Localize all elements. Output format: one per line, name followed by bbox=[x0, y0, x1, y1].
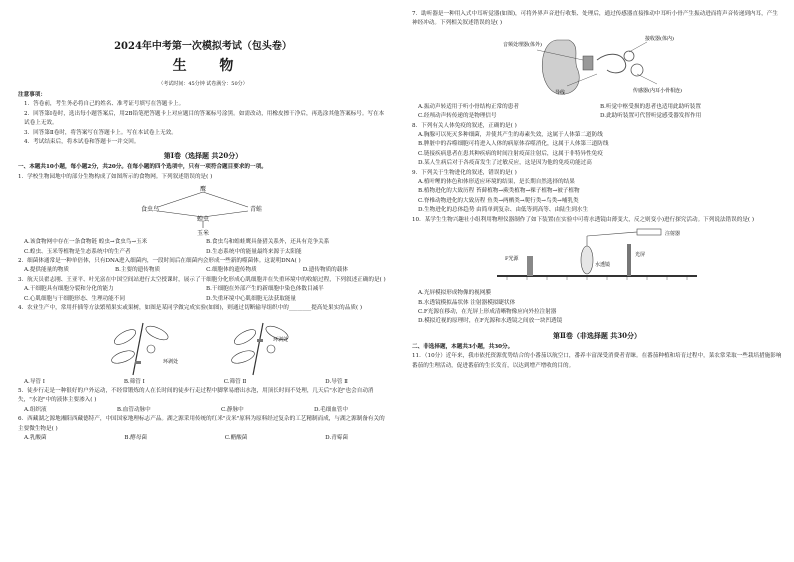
hearing-label-wire: 导线 bbox=[555, 89, 566, 96]
q4-option-b: B.筛管 Ⅰ bbox=[123, 378, 145, 385]
q5-option-d: D.毛细血管中 bbox=[313, 406, 348, 413]
food-web-left: 食虫鸟 bbox=[140, 206, 160, 214]
q5-option-b: B.血管动脉中 bbox=[116, 406, 151, 413]
part1-heading: 第Ⅰ卷（选择题 共20分） bbox=[163, 151, 243, 161]
note-item: 3．回答第Ⅱ卷时，将答案写在答题卡上。写在本试卷上无效。 bbox=[24, 129, 177, 136]
food-web-figure bbox=[128, 183, 278, 237]
q1-option-a: A.该食物网中存在一条食物链 蝗虫→食虫鸟→玉米 bbox=[24, 239, 148, 246]
q2-option-b: B.主要的遗传物质 bbox=[115, 267, 161, 274]
q3-option-c: C.心肌细胞与干细胞形态、生理功能不同 bbox=[24, 295, 125, 302]
q10-stem: 10．某学生生物兴趣社小组利用物理仪器制作了如下装置(在实验中可将水透镜由薄变大，反之则变小)进行探究活动。下列说法错误的是( ) bbox=[412, 216, 755, 223]
note-item: 2．回答第Ⅰ卷时，选出每小题答案后，用2B铅笔把答题卡上对应题目的答案标号涂黑。如需改动，用橡皮擦干净后，再选涂其他答案标号。写在本试卷上无效。 bbox=[24, 110, 385, 127]
hearing-device-figure bbox=[497, 30, 697, 102]
q8-option-c: C.链接疾病患者在患其种疾病的时间注射疫苗注射后，这属于非特异性免疫 bbox=[418, 150, 603, 157]
part2-heading: 第Ⅱ卷（非选择题 共30分） bbox=[552, 330, 642, 340]
q2-option-c: C.细胞体的遗传物质 bbox=[206, 267, 257, 274]
q6-option-d: D.青霉菌 bbox=[325, 434, 348, 441]
note-item: 4．考试结束后，将本试卷和答题卡一并交回。 bbox=[24, 139, 140, 146]
q11-stem: 11．（10分）近年来，我市依托资源优势结合的小番茄以航空口，番养丰富深受消费者青睐。在番茄种植和培育过程中，菜农常采取一些栽培措施影响番茄的生理活动，促进番茄的生长发育，以达到增产增收的目的。 bbox=[412, 353, 782, 369]
hearing-label-receiver: 接收器(体内) bbox=[645, 35, 674, 42]
q8-stem: 8．下列有关人体免疫的叙述，正确的是( ) bbox=[412, 122, 517, 129]
q1-option-d: D.生态系统中的能量最终来源于太阳能 bbox=[206, 248, 302, 255]
q10-option-a: A.光屏模拟形成物像的视网膜 bbox=[418, 290, 491, 297]
q2-option-d: D.遗传物质的载体 bbox=[302, 267, 348, 274]
q10-option-c: C.F光源在移动，在光屏上形成清晰物像应向外拉注射器 bbox=[418, 308, 557, 315]
q1-stem: 1．学校生物园地中的部分生物构成了如图所示的食物网。下列叙述错误的是( ) bbox=[18, 173, 213, 180]
exam-meta: （考试时间：45分钟 试卷满分：50分） bbox=[158, 81, 248, 87]
q7-option-a: A.振动声转适用于听小骨结构正常的患者 bbox=[418, 103, 519, 110]
part1-instruction: 一、本题共10小题，每小题2分，共20分。在每小题的四个选项中，只有一项符合题目要求的一项。 bbox=[18, 164, 267, 171]
food-web-mid: 蝗虫 bbox=[196, 216, 210, 224]
q10-option-b: B.水透镜模拟晶状体 注射器模拟睫状体 bbox=[418, 299, 516, 306]
girdling-label-2: 环剥处 bbox=[273, 336, 289, 343]
q9-stem: 9．下列关于生物进化的叙述，错误的是( ) bbox=[412, 169, 517, 176]
note-item: 1．答卷前，考生务必将自己的姓名、准考证号填写在答题卡上。 bbox=[24, 101, 185, 108]
q1-option-b: B.食虫鸟和蝗蛙鹰具备猎关系外，还具有竞争关系 bbox=[206, 239, 330, 246]
q4-stem: 4．农业生产中，常用扦插等方法繁殖果实或果树，如图是某同学做完成实验(如图)，则通过切断输导组织中的________提高处果实的品质( ) bbox=[18, 305, 363, 312]
optics-label-syringe: 注射器 bbox=[665, 231, 681, 238]
q7-option-d: D.此助听装置可代替听觉感受器发挥作用 bbox=[600, 113, 702, 120]
optics-label-lens: 水透镜 bbox=[595, 262, 611, 269]
food-web-top: 鹰 bbox=[199, 186, 207, 194]
q8-option-a: A.胸腺可以死灭多种细菌，并使其产生的毒素失效，这属于人体第二道防线 bbox=[418, 132, 603, 139]
q3-option-d: D.失重环境中心肌细胞无法获取能量 bbox=[206, 295, 296, 302]
q4-option-a: A.导管 Ⅰ bbox=[24, 378, 45, 385]
q7-stem: 7．助听器是一种用入式中耳听觉器(如图)，可将外界声音进行收集、处理后，通过传感器直接推动中耳听小骨产生振动进而将声音传递到内耳，产生神经冲动。下列相关叙述错误的是( ) bbox=[412, 11, 778, 27]
q5-option-a: A.组织液 bbox=[24, 406, 47, 413]
food-web-right: 青蛙 bbox=[249, 206, 263, 214]
girdling-figure bbox=[73, 315, 333, 377]
q6-stem: 6．西藏湖之源地湘阳西藏德特产，中国国家地理标志产品。湖之源采用传统的红米"贡米"原料为原料经过复杂的工艺精制而成，与湖之源制备有关的主要微生物是( ) bbox=[18, 416, 385, 432]
optics-label-screen: 光屏 bbox=[635, 252, 646, 259]
part2-instruction: 二、非选择题，本题共3小题，共30分。 bbox=[412, 343, 514, 350]
q9-option-b: B.植物进化的大致历程 苔藓植物→蕨类植物→裸子植物→被子植物 bbox=[418, 188, 580, 195]
q4-option-c: C.筛管 Ⅱ bbox=[223, 378, 247, 385]
right-column bbox=[412, 10, 782, 371]
q7-option-b: B.听觉中枢受损的患者也适用此助听装置 bbox=[600, 103, 701, 110]
optics-label-light: F光源 bbox=[505, 256, 519, 263]
food-web-bottom: 玉米 bbox=[196, 230, 210, 238]
q1-option-c: C.蝗虫、玉米等植物是生态系统中的生产者 bbox=[24, 248, 131, 255]
q8-option-d: D.某人生病后对于各疫苗发生了过敏反应，这是因为他的免疫功能过高 bbox=[418, 160, 592, 167]
girdling-label-1: 环剥处 bbox=[163, 358, 179, 365]
hearing-label-sensor: 传感器(内耳小骨相连) bbox=[633, 87, 682, 94]
q3-option-a: A.干细胞具有细胞分裂和分化的能力 bbox=[24, 286, 114, 293]
q3-option-b: B.干细胞在外部产生的新细胞中染色体数目减半 bbox=[206, 286, 324, 293]
exam-subject: 生 物 bbox=[172, 58, 248, 74]
hearing-label-processor: 音频处理器(体外) bbox=[503, 41, 542, 48]
q8-option-b: B.脾脏中的吞噬细胞可将进入人体的病原体吞噬消化，这属于人体第三道防线 bbox=[418, 141, 609, 148]
notes-heading: 注意事项： bbox=[18, 92, 46, 98]
q2-option-a: A.提供能量的物质 bbox=[24, 267, 69, 274]
q5-stem: 5．徒步行走是一种很好的户外运动，不经常锻炼的人在长时间的徒步行走过程中脚掌易磨出水泡，用顶长时间不处理，几天后"水泡"也会自动消失，"水泡"中的液体主要渗入( ) bbox=[18, 387, 374, 404]
q9-option-d: D.生物进化的总体趋势 由简单到复杂、由低等到高等、由陆生到水生 bbox=[418, 207, 589, 214]
q2-stem: 2．细菌体通常是一种单倍体，只有DNA进入细菌内，一段时间后在细菌内会形成一些新的噬菌体。这说明DNA( ) bbox=[18, 258, 301, 265]
left-column bbox=[18, 10, 388, 443]
q4-option-d: D.导管 Ⅱ bbox=[325, 378, 348, 385]
optics-bench-figure bbox=[487, 226, 707, 288]
q6-option-b: B.酵母菌 bbox=[124, 434, 148, 441]
q5-option-c: C.静脉中 bbox=[221, 406, 244, 413]
q10-option-d: D.模拟近视的原理时，在F光源和水透镜之间放一块凹透镜 bbox=[418, 318, 563, 325]
q6-option-a: A.乳酸菌 bbox=[24, 434, 47, 441]
q7-option-c: C.经颅动声转传递的是物理信号 bbox=[418, 113, 497, 120]
q9-option-c: C.脊椎动物进化的大致历程 鱼类→两栖类→爬行类→鸟类→哺乳类 bbox=[418, 197, 579, 204]
q9-option-a: A.植叶鲤的体色和体形适应环境的结果，是长期自然选择的结果 bbox=[418, 179, 575, 186]
q6-option-c: C.醋酸菌 bbox=[224, 434, 248, 441]
exam-title: 2024年中考第一次模拟考试（包头卷） bbox=[114, 41, 292, 52]
q3-stem: 3．航天员翟志刚、王亚平、叶光富在中国空间站进行太空授课时，展示了干细胞分化形成心肌细胞并在失重环境中的收缩过程，下列叙述正确的是( ) bbox=[18, 276, 386, 283]
